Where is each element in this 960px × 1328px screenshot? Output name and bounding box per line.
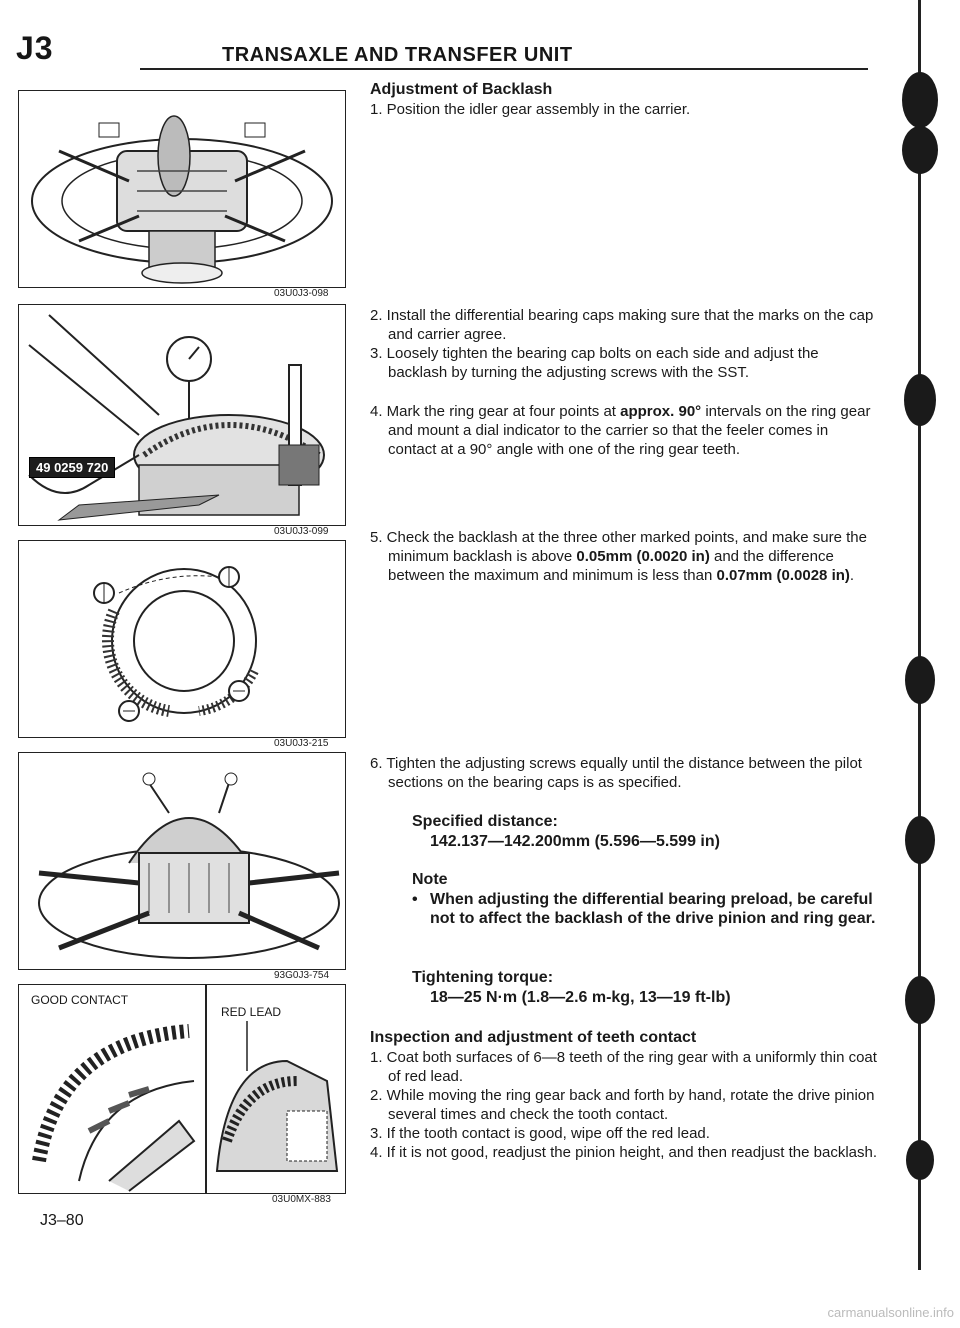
contact-heading: Inspection and adjustment of teeth contact [370, 1029, 697, 1046]
figure-differential-carrier [18, 90, 346, 288]
figure-code: 03U0J3-099 [274, 526, 329, 537]
backlash-step-4: 4. Mark the ring gear at four points at approx. 90° intervals on the ring gear and mount a dial indicator to the carrier so that the feeler comes in contact at a 90° angle with one of the ring gear teeth. [370, 403, 871, 458]
contact-step-3: 3. If the tooth contact is good, wipe off the red lead. [370, 1125, 710, 1142]
backlash-step-6: 6. Tighten the adjusting screws equally until the distance between the pilot sections on the bearing caps is as specified. [370, 755, 862, 791]
bearing-caps-illustration [19, 753, 345, 969]
torque-label: Tightening torque: [412, 969, 554, 986]
binding-rail-marks [896, 60, 946, 1180]
section-code: J3 [16, 30, 54, 66]
good-contact-illustration [19, 1011, 205, 1193]
bullet: • [412, 891, 418, 908]
figure-code: 03U0J3-215 [274, 738, 329, 749]
note-text: • When adjusting the differential bearing preload, be careful not to affect the backlash of the drive pinion and ring gear. [412, 891, 876, 927]
contact-step-4: 4. If it is not good, readjust the pinion height, and then readjust the backlash. [370, 1144, 878, 1161]
page-number: J3–80 [40, 1212, 84, 1229]
sst-label: 49 0259 720 [29, 457, 115, 478]
note-label: Note [412, 871, 448, 888]
spec-value: 142.137—142.200mm (5.596—5.599 in) [430, 833, 720, 850]
figure-code: 93G0J3-754 [274, 970, 330, 981]
figure-code: 03U0MX-883 [272, 1194, 331, 1205]
backlash-step-3: 3. Loosely tighten the bearing cap bolts on each side and adjust the backlash by turning the adjusting screws with the SST. [370, 345, 819, 381]
backlash-heading: Adjustment of Backlash [370, 81, 553, 98]
figure-dial-indicator [18, 304, 346, 526]
figure-tooth-contact [18, 984, 346, 1194]
red-lead-label: RED LEAD [221, 1005, 282, 1019]
contact-step-2: 2. While moving the ring gear back and forth by hand, rotate the drive pinion several times and check the tooth contact. [370, 1087, 875, 1123]
ring-gear-points-illustration [19, 541, 345, 737]
good-contact-label: GOOD CONTACT [31, 993, 129, 1007]
backlash-step-5: 5. Check the backlash at the three other marked points, and make sure the minimum backlash is above 0.05mm (0.0020 in) and the difference between the maximum and minimum is less than 0.07mm (0.0028 in). [370, 529, 867, 584]
red-lead-illustration [207, 1021, 345, 1193]
backlash-step-1: 1. Position the idler gear assembly in the carrier. [370, 101, 691, 118]
differential-carrier-illustration [19, 91, 345, 287]
backlash-step-2: 2. Install the differential bearing caps making sure that the marks on the cap and carrier agree. [370, 307, 874, 343]
figure-bearing-caps [18, 752, 346, 970]
watermark-footer: carmanualsonline.info [827, 1305, 954, 1320]
dial-indicator-illustration [19, 305, 345, 525]
page-title: TRANSAXLE AND TRANSFER UNIT [222, 44, 573, 66]
header-rule [140, 68, 868, 70]
spec-label: Specified distance: [412, 813, 558, 830]
torque-value: 18—25 N·m (1.8—2.6 m-kg, 13—19 ft-lb) [430, 989, 731, 1006]
figure-ring-gear-points [18, 540, 346, 738]
contact-step-1: 1. Coat both surfaces of 6—8 teeth of the ring gear with a uniformly thin coat of red lead. [370, 1049, 877, 1085]
figure-code: 03U0J3-098 [274, 288, 329, 299]
